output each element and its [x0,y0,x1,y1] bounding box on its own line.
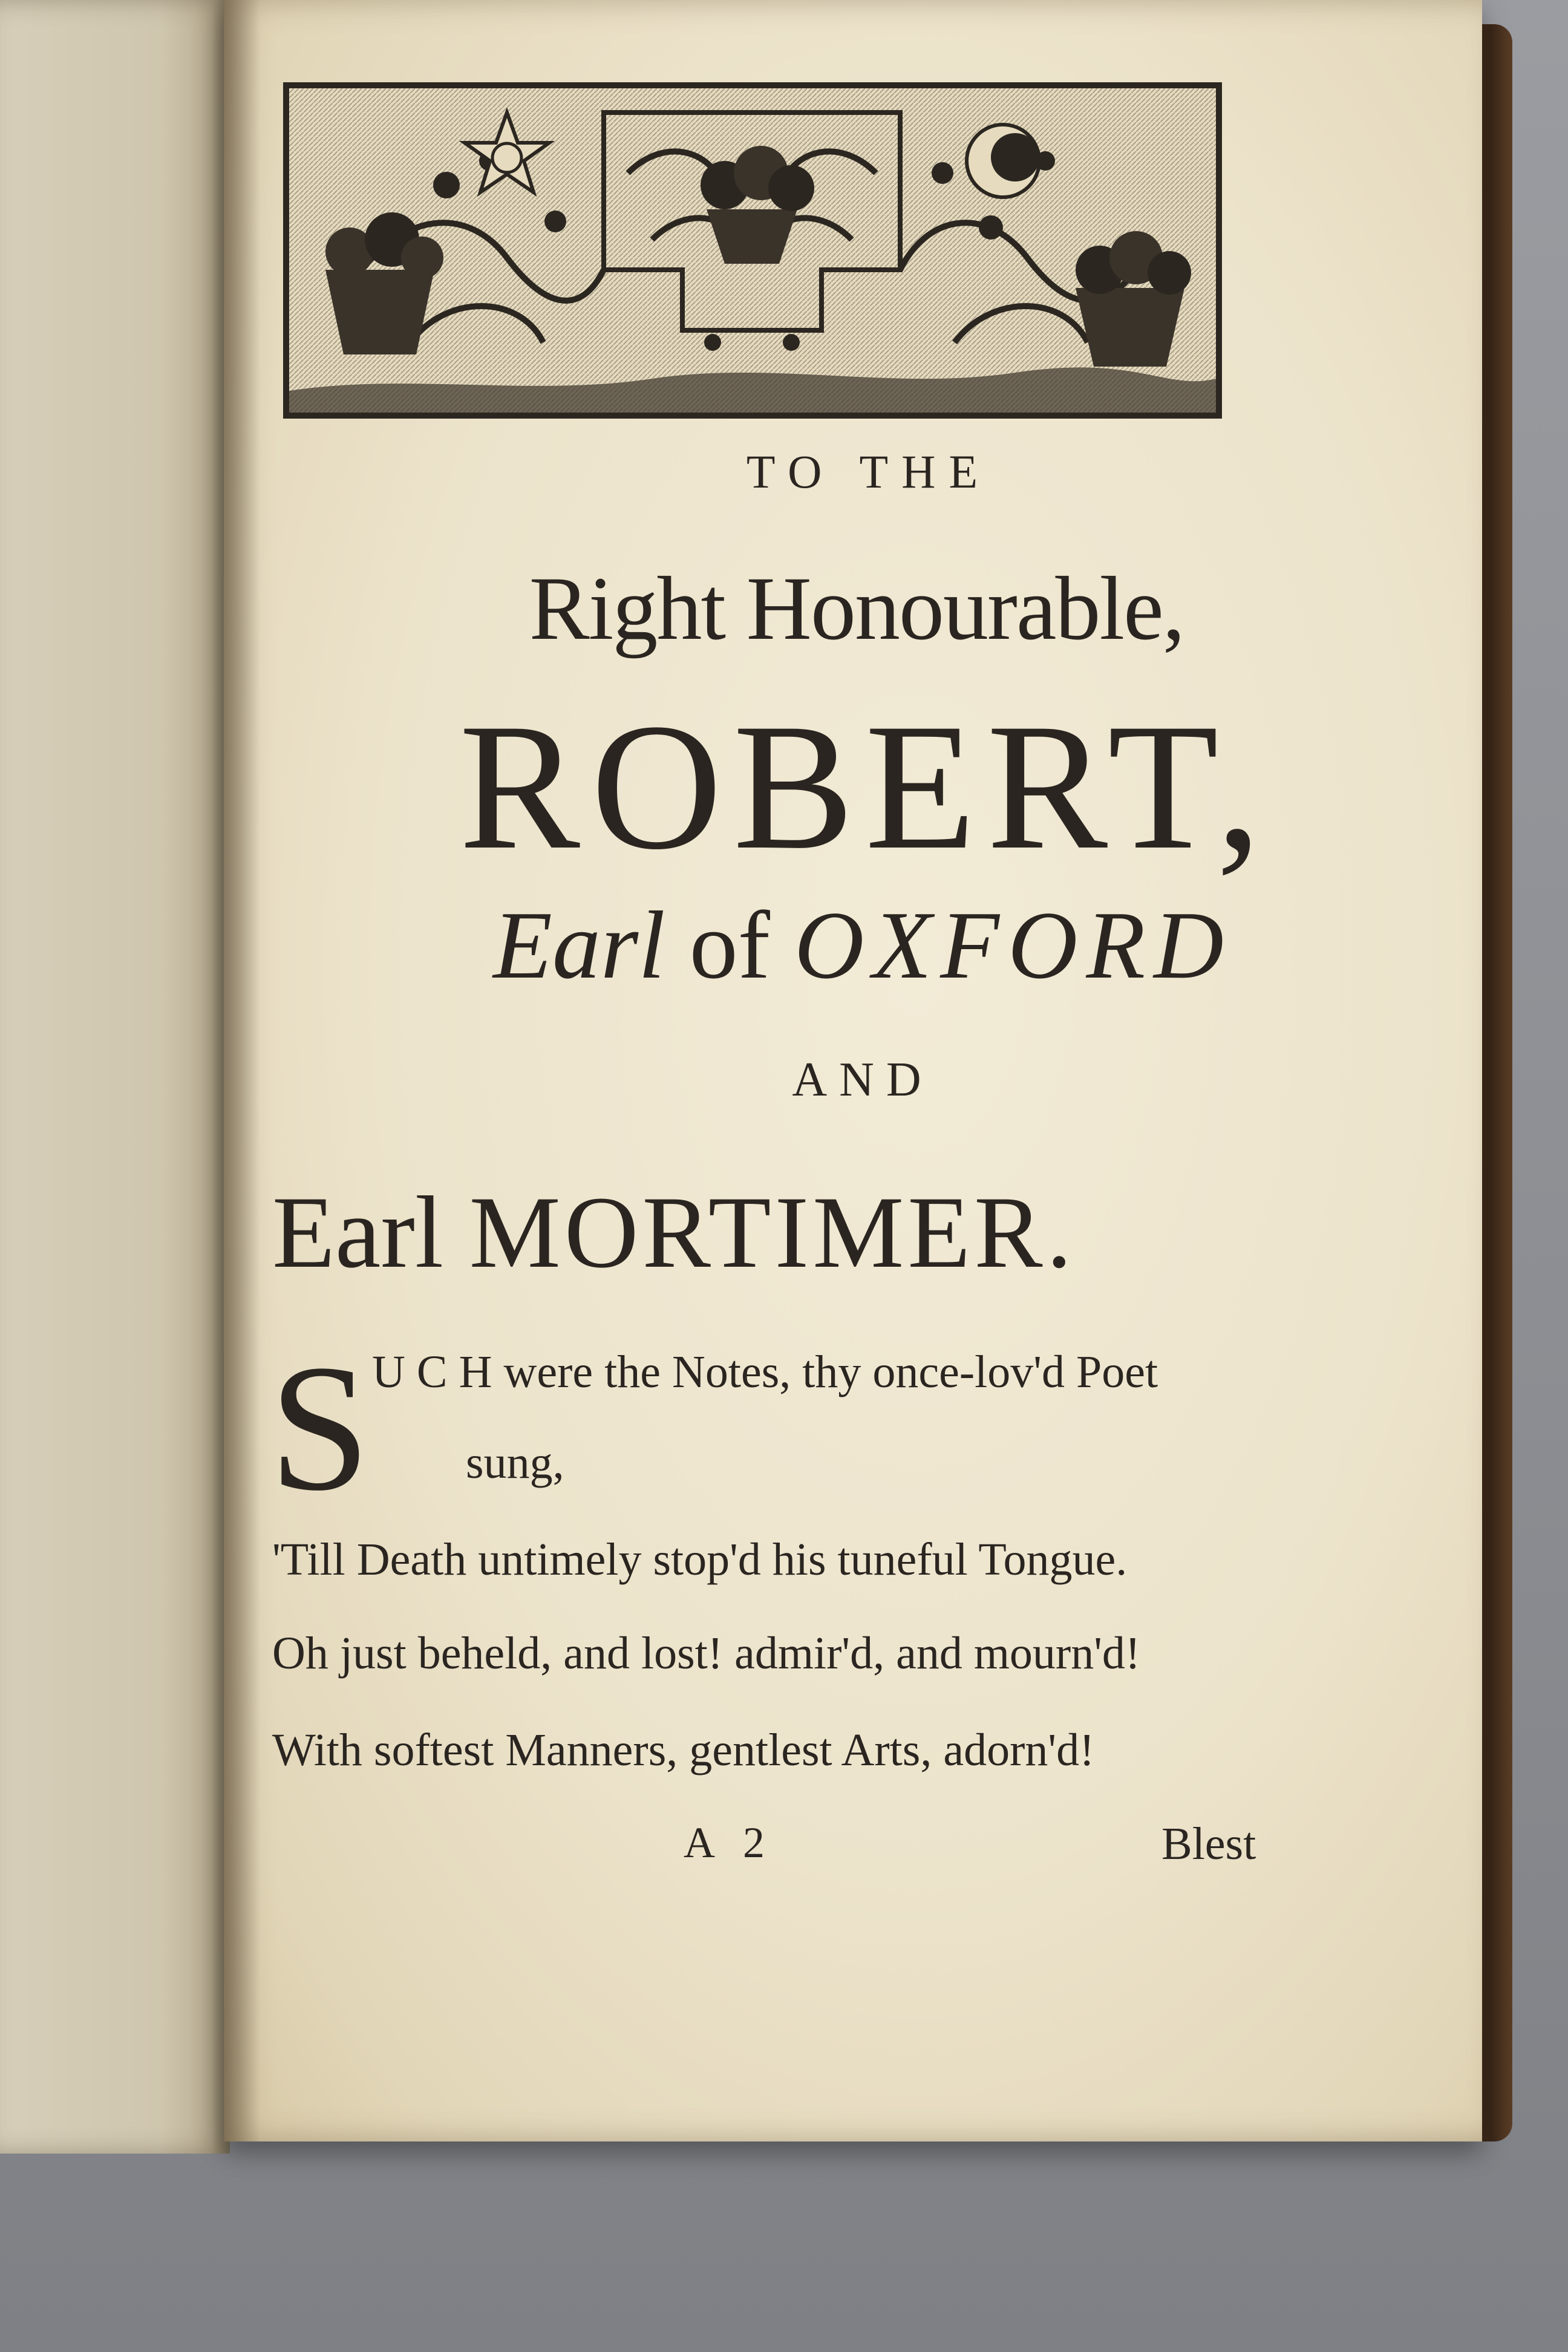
verse-line-3: Oh just beheld, and lost! admir'd, and mourn'd! [272,1628,1141,1679]
earl-prefix: Earl [493,891,665,999]
verse-line-1-cont: sung, [466,1437,564,1488]
moon-icon [967,125,1039,197]
verse-line-1: U C H were the Notes, thy once-lov'd Poet [372,1347,1158,1397]
earl-mortimer-line [272,1174,1076,1292]
signature-mark: A 2 [684,1818,775,1867]
drop-cap: S [269,1327,370,1528]
headpiece-ornament [289,88,1216,413]
verse-line-2: 'Till Death untimely stop'd his tuneful Tongue. [272,1534,1128,1585]
earl2-place: MORTIMER. [469,1175,1076,1289]
woodcut-headpiece [283,82,1222,419]
earl-of: of [689,891,770,999]
earl-of-oxford-line [0,889,1568,1001]
earl-place: OXFORD [794,891,1232,999]
heading-small: TO THE [746,445,991,498]
verse-line-4: With softest Manners, gentlest Arts, adorn'd! [272,1725,1095,1775]
heading-title: Right Honourable, [529,558,1184,659]
catchword: Blest [1161,1818,1256,1869]
dedicatee-name: ROBERT, [459,686,1273,887]
conjunction: AND [792,1053,933,1106]
earl2-prefix: Earl [272,1175,444,1289]
